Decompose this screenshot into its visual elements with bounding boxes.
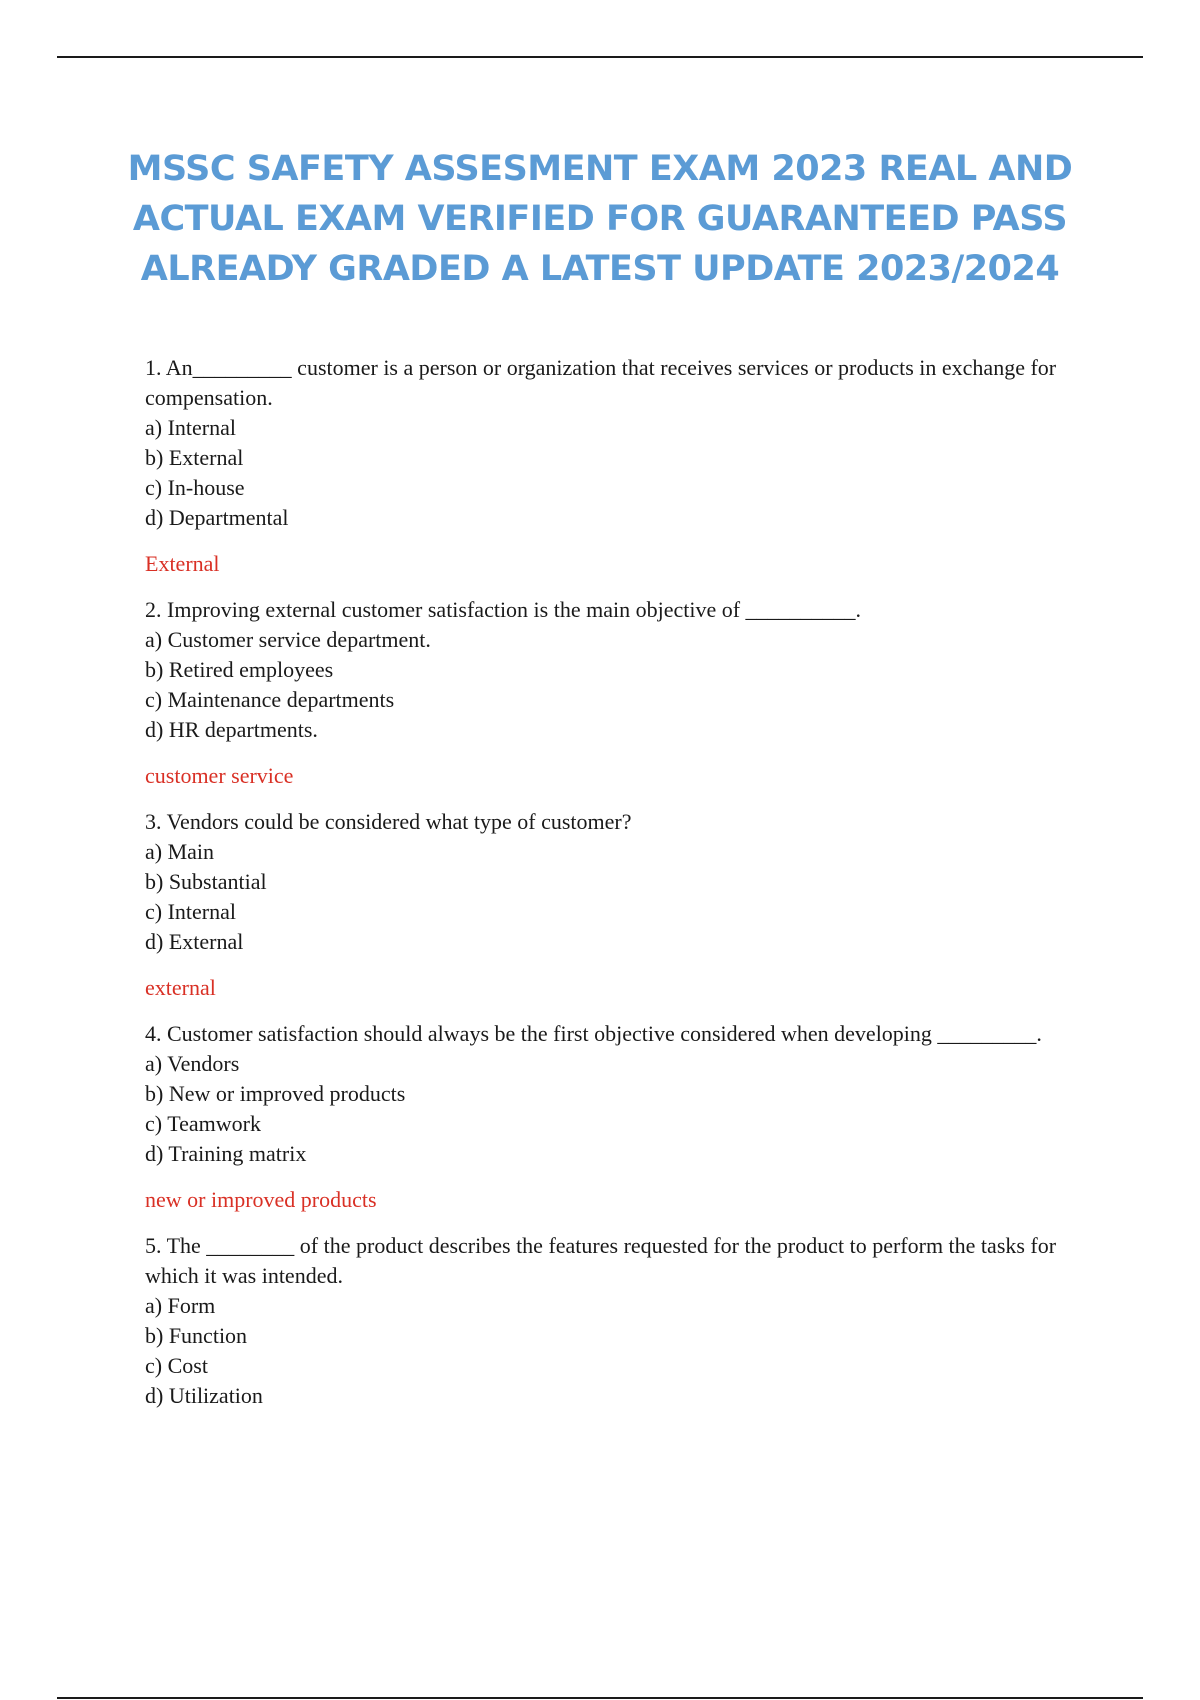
question-5 (145, 1231, 1075, 1411)
question-4 (145, 1019, 1075, 1215)
question-list (145, 353, 1075, 1411)
answer-text: External (145, 551, 220, 576)
option-item: a) Form (145, 1293, 216, 1318)
option-item: c) Teamwork (145, 1111, 261, 1136)
question-text: 4. Customer satisfaction should always be the first objective considered when developing _________. (145, 1021, 1042, 1046)
title-line: MSSC SAFETY ASSESMENT EXAM 2023 REAL AND (127, 149, 1073, 189)
answer-text: external (145, 975, 216, 1000)
option-item: d) Training matrix (145, 1141, 307, 1166)
option-list (145, 837, 1075, 957)
title-line: ACTUAL EXAM VERIFIED FOR GUARANTEED PASS (132, 199, 1068, 239)
answer-text: customer service (145, 763, 294, 788)
option-item: d) Utilization (145, 1383, 263, 1408)
option-item: b) Retired employees (145, 657, 334, 682)
option-item: b) External (145, 445, 244, 470)
option-item: c) In-house (145, 475, 245, 500)
option-item: a) Main (145, 839, 215, 864)
question-text: 1. An_________ customer is a person or organization that receives services or products in exchange for compensation. (145, 355, 1057, 410)
question-3 (145, 807, 1075, 1003)
option-item: b) Function (145, 1323, 248, 1348)
option-list (145, 625, 1075, 745)
option-list (145, 1291, 1075, 1411)
answer-text: new or improved products (145, 1187, 377, 1212)
option-item: d) Departmental (145, 505, 289, 530)
question-text: 2. Improving external customer satisfaction is the main objective of __________. (145, 597, 862, 622)
title-line: ALREADY GRADED A LATEST UPDATE 2023/2024 (140, 249, 1060, 289)
option-item: c) Cost (145, 1353, 208, 1378)
option-item: d) HR departments. (145, 717, 318, 742)
option-item: c) Maintenance departments (145, 687, 395, 712)
option-item: b) Substantial (145, 869, 267, 894)
option-list (145, 1049, 1075, 1169)
option-list (145, 413, 1075, 533)
document-title (100, 144, 1100, 294)
footer-rule (57, 1697, 1143, 1699)
question-2 (145, 595, 1075, 791)
option-item: a) Customer service department. (145, 627, 431, 652)
option-item: b) New or improved products (145, 1081, 406, 1106)
option-item: d) External (145, 929, 244, 954)
option-item: a) Internal (145, 415, 236, 440)
question-text: 3. Vendors could be considered what type of customer? (145, 809, 632, 834)
option-item: c) Internal (145, 899, 236, 924)
question-text: 5. The ________ of the product describes the features requested for the product to perform the tasks for which it was intended. (145, 1233, 1057, 1288)
header-rule (57, 56, 1143, 58)
question-1 (145, 353, 1075, 579)
option-item: a) Vendors (145, 1051, 240, 1076)
